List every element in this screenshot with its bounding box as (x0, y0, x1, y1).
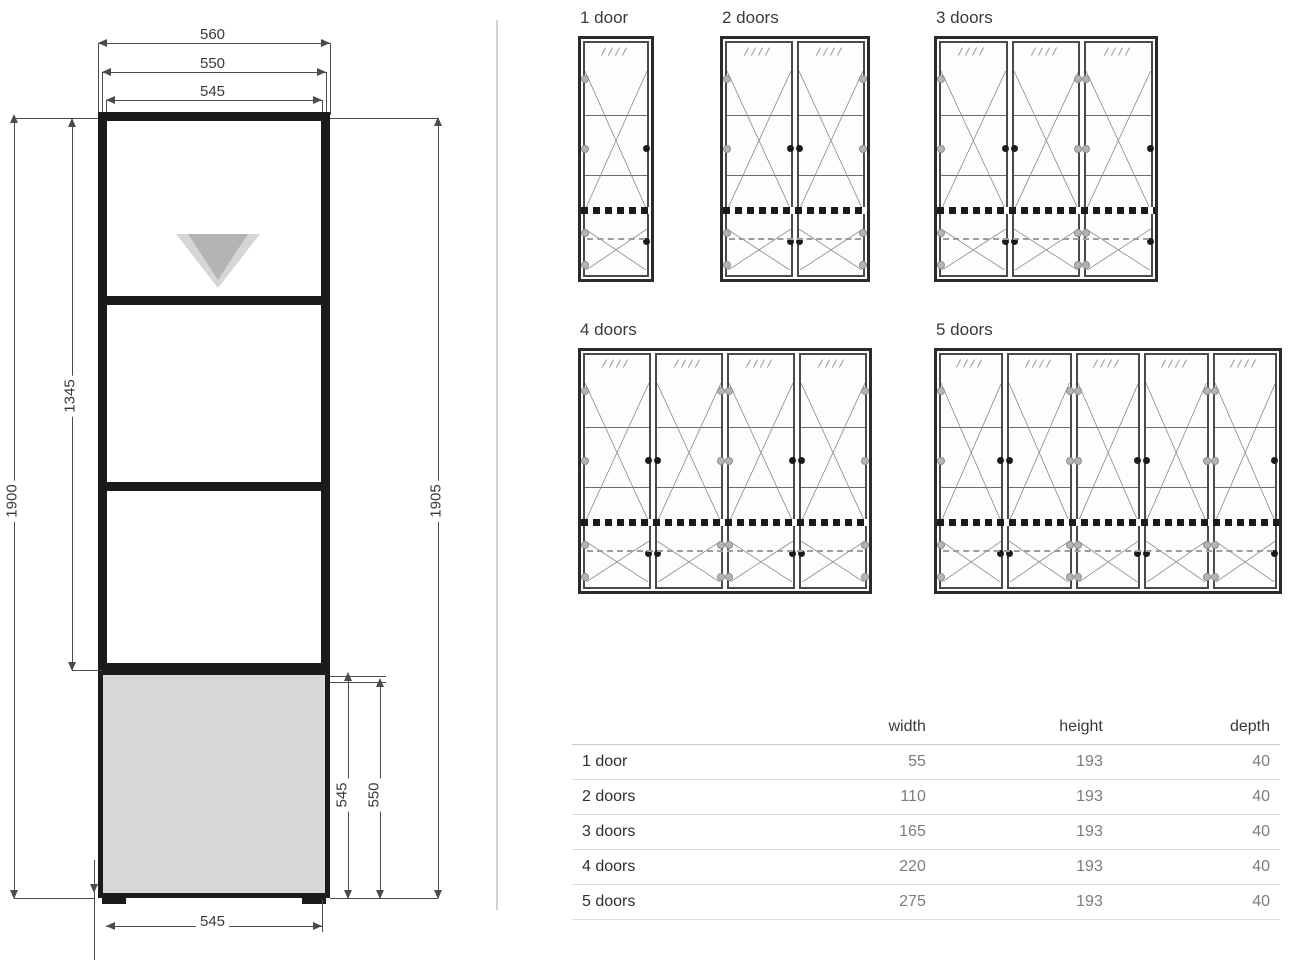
table-cell-width: 55 (776, 745, 936, 780)
glass-door[interactable] (655, 353, 723, 589)
table-cell-height: 193 (936, 850, 1113, 885)
glass-etch-icon (1232, 359, 1258, 367)
dim-arrow-560-right (321, 39, 330, 47)
door-swing-indicator (1215, 383, 1275, 522)
dim-arrow-1345-top (68, 118, 76, 127)
door-hinge-icon (861, 541, 869, 549)
dim-arrow-545-base-bottom (344, 890, 352, 899)
table-cell-height: 193 (936, 885, 1113, 920)
door-hinge-icon (859, 229, 867, 237)
door-hinge-icon (1203, 573, 1211, 581)
glass-door[interactable] (583, 41, 649, 277)
glass-etch-icon (958, 359, 984, 367)
cabinet-shelf-lower (98, 482, 330, 491)
table-row (572, 780, 1280, 815)
table-cell-width: 275 (776, 885, 936, 920)
door-swing-indicator (729, 541, 793, 583)
cabinet-front-4-doors (578, 348, 872, 594)
glass-door[interactable] (1213, 353, 1277, 589)
door-swing-indicator (941, 383, 1001, 522)
door-hinge-icon (717, 541, 725, 549)
config-2-doors-title: 2 doors (722, 8, 779, 27)
glass-door[interactable] (1012, 41, 1081, 277)
door-hinge-icon (1203, 387, 1211, 395)
door-swing-indicator (941, 229, 1006, 271)
glass-etch-icon (603, 47, 629, 55)
ext-line-560-right (330, 43, 331, 115)
door-handle-icon[interactable] (787, 145, 794, 152)
ext-line-1345-bottom (72, 670, 102, 671)
base-center-dashed-line (943, 550, 1273, 552)
door-swing-indicator (585, 71, 647, 210)
door-handle-icon[interactable] (1147, 145, 1154, 152)
door-hinge-icon (1074, 573, 1082, 581)
table-header-depth: depth (1113, 712, 1280, 745)
base-center-dashed-line (943, 238, 1149, 240)
cabinet-front-2-doors (720, 36, 870, 282)
door-hinge-icon (1074, 541, 1082, 549)
glass-etch-icon (746, 47, 772, 55)
ext-line-1900-top (14, 118, 98, 119)
door-hinge-icon (717, 573, 725, 581)
door-hinge-icon (581, 229, 589, 237)
table-row (572, 885, 1280, 920)
dim-label-550-top: 550 (196, 56, 229, 72)
door-swing-indicator (799, 229, 863, 271)
glass-etch-icon (604, 359, 630, 367)
door-hinge-icon (1211, 541, 1219, 549)
door-hinge-icon (1066, 541, 1074, 549)
table-header-row (572, 712, 1280, 745)
cabinet-front-1-door (578, 36, 654, 282)
plinth-strip (581, 519, 869, 526)
door-hinge-icon (1066, 457, 1074, 465)
dim-arrow-550-base-bottom (376, 890, 384, 899)
door-hinge-icon (859, 261, 867, 269)
table-header-blank (572, 712, 776, 745)
door-hinge-icon (1074, 75, 1082, 83)
glass-etch-icon (960, 47, 986, 55)
dim-label-545-bottom: 545 (196, 914, 229, 930)
door-hinge-icon (1074, 229, 1082, 237)
door-hinge-icon (861, 457, 869, 465)
table-cell-height: 193 (936, 815, 1113, 850)
dim-arrow-550-left (102, 68, 111, 76)
door-swing-indicator (1078, 541, 1138, 583)
table-header-width: width (776, 712, 936, 745)
door-swing-indicator (657, 383, 721, 522)
size-table (572, 712, 1280, 920)
table-cell-label: 4 doors (572, 850, 776, 885)
table-cell-depth: 40 (1113, 885, 1280, 920)
ext-line-550-base-top (330, 682, 386, 683)
door-hinge-icon (1203, 457, 1211, 465)
dim-arrow-foot-marker (90, 884, 98, 893)
panel-divider (496, 20, 498, 910)
door-hinge-icon (1203, 541, 1211, 549)
door-swing-indicator (727, 229, 791, 271)
glass-door[interactable] (1076, 353, 1140, 589)
door-swing-indicator (585, 541, 649, 583)
config-1-door-title: 1 door (580, 8, 629, 27)
table-cell-width: 110 (776, 780, 936, 815)
door-hinge-icon (937, 541, 945, 549)
table-header-height: height (936, 712, 1113, 745)
door-hinge-icon (1074, 145, 1082, 153)
dim-label-545-top: 545 (196, 84, 229, 100)
table-cell-width: 165 (776, 815, 936, 850)
ext-line-1905-top (330, 118, 438, 119)
glass-door[interactable] (799, 353, 867, 589)
cabinet-front-5-doors (934, 348, 1282, 594)
glass-etch-icon (1163, 359, 1189, 367)
door-hinge-icon (1211, 457, 1219, 465)
glass-door[interactable] (1007, 353, 1071, 589)
ext-line-545-bottom-right (322, 900, 323, 932)
plinth-strip (937, 207, 1155, 214)
light-cone-inner (188, 234, 248, 280)
door-swing-indicator (1146, 541, 1206, 583)
door-swing-indicator (941, 541, 1001, 583)
glass-door[interactable] (939, 353, 1003, 589)
door-swing-indicator (1009, 541, 1069, 583)
door-hinge-icon (861, 573, 869, 581)
base-center-dashed-line (587, 550, 863, 552)
dim-arrow-545-bottom-right (313, 922, 322, 930)
door-hinge-icon (1074, 457, 1082, 465)
ext-line-560-left (98, 43, 99, 115)
table-cell-width: 220 (776, 850, 936, 885)
door-swing-indicator (1146, 383, 1206, 522)
glass-etch-icon (1033, 47, 1059, 55)
door-handle-icon[interactable] (1002, 145, 1009, 152)
dim-arrow-545-left (106, 96, 115, 104)
table-row (572, 815, 1280, 850)
dim-label-1900: 1900 (5, 480, 21, 521)
table-cell-label: 5 doors (572, 885, 776, 920)
ext-line-545-bottom-left (94, 860, 95, 960)
ext-line-545-base-top (330, 676, 386, 677)
door-swing-indicator (1086, 229, 1151, 271)
glass-door[interactable] (727, 353, 795, 589)
ext-line-550-left (102, 72, 103, 114)
table-cell-depth: 40 (1113, 815, 1280, 850)
dim-arrow-545-bottom-left (106, 922, 115, 930)
glass-etch-icon (1027, 359, 1053, 367)
door-hinge-icon (1211, 573, 1219, 581)
base-center-dashed-line (587, 238, 645, 240)
door-hinge-icon (1082, 229, 1090, 237)
glass-door[interactable] (939, 41, 1008, 277)
door-swing-indicator (1014, 71, 1079, 210)
door-hinge-icon (937, 229, 945, 237)
table-row (572, 745, 1280, 780)
dim-label-1345: 1345 (63, 375, 79, 416)
door-handle-icon[interactable] (643, 145, 650, 152)
door-swing-indicator (1215, 541, 1275, 583)
door-hinge-icon (581, 541, 589, 549)
dim-line-545-top (106, 100, 322, 101)
cabinet-body-group (98, 112, 330, 898)
ext-line-1900-bottom (14, 898, 94, 899)
door-handle-icon[interactable] (1011, 145, 1018, 152)
door-hinge-icon (1066, 573, 1074, 581)
door-swing-indicator (941, 71, 1006, 210)
table-cell-depth: 40 (1113, 780, 1280, 815)
dim-label-560: 560 (196, 27, 229, 43)
cabinet-front-3-doors (934, 36, 1158, 282)
door-hinge-icon (1066, 387, 1074, 395)
door-hinge-icon (717, 457, 725, 465)
table-row (572, 850, 1280, 885)
table-cell-height: 193 (936, 780, 1113, 815)
plinth-strip (723, 207, 867, 214)
door-hinge-icon (859, 75, 867, 83)
dim-line-560 (98, 43, 330, 44)
dim-arrow-560-left (98, 39, 107, 47)
door-hinge-icon (859, 145, 867, 153)
config-4-doors-title: 4 doors (580, 320, 637, 339)
dim-label-545-base: 545 (335, 778, 351, 811)
door-swing-indicator (585, 383, 649, 522)
glass-etch-icon (820, 359, 846, 367)
door-swing-indicator (1086, 71, 1151, 210)
door-swing-indicator (1009, 383, 1069, 522)
cabinet-base-cupboard (98, 670, 330, 898)
ext-line-550-right (326, 72, 327, 114)
door-hinge-icon (723, 229, 731, 237)
door-handle-icon[interactable] (645, 457, 652, 464)
config-5-doors-title: 5 doors (936, 320, 993, 339)
door-hinge-icon (861, 387, 869, 395)
table-cell-depth: 40 (1113, 850, 1280, 885)
size-table-wrapper (572, 712, 1280, 920)
glass-door[interactable] (583, 353, 651, 589)
glass-door[interactable] (1144, 353, 1208, 589)
glass-door[interactable] (1084, 41, 1153, 277)
glass-etch-icon (1106, 47, 1132, 55)
table-cell-depth: 40 (1113, 745, 1280, 780)
table-cell-label: 1 door (572, 745, 776, 780)
door-handle-icon[interactable] (1134, 457, 1141, 464)
glass-etch-icon (1095, 359, 1121, 367)
cabinet-shelf-upper (98, 296, 330, 305)
plinth-strip (937, 519, 1279, 526)
table-cell-label: 3 doors (572, 815, 776, 850)
table-cell-height: 193 (936, 745, 1113, 780)
door-swing-indicator (801, 383, 865, 522)
config-3-doors-title: 3 doors (936, 8, 993, 27)
cabinet-foot-left (102, 896, 126, 904)
door-hinge-icon (1074, 261, 1082, 269)
door-swing-indicator (729, 383, 793, 522)
dim-label-1905: 1905 (429, 480, 445, 521)
glass-etch-icon (748, 359, 774, 367)
base-center-dashed-line (729, 238, 861, 240)
glass-door[interactable] (725, 41, 793, 277)
glass-etch-icon (818, 47, 844, 55)
door-swing-indicator (801, 541, 865, 583)
plinth-strip (581, 207, 651, 214)
dim-label-550-base: 550 (367, 778, 383, 811)
door-swing-indicator (799, 71, 863, 210)
glass-etch-icon (676, 359, 702, 367)
table-cell-label: 2 doors (572, 780, 776, 815)
door-handle-icon[interactable] (997, 457, 1004, 464)
dim-arrow-550-right (317, 68, 326, 76)
cabinet-glass-section (98, 112, 330, 672)
door-swing-indicator (727, 71, 791, 210)
door-hinge-icon (717, 387, 725, 395)
dim-line-550-top (102, 72, 326, 73)
door-swing-indicator (1078, 383, 1138, 522)
door-hinge-icon (725, 541, 733, 549)
door-swing-indicator (1014, 229, 1079, 271)
door-handle-icon[interactable] (789, 457, 796, 464)
dim-arrow-545-right (313, 96, 322, 104)
door-swing-indicator (657, 541, 721, 583)
glass-door[interactable] (797, 41, 865, 277)
door-swing-indicator (585, 229, 647, 271)
door-handle-icon[interactable] (1271, 457, 1278, 464)
